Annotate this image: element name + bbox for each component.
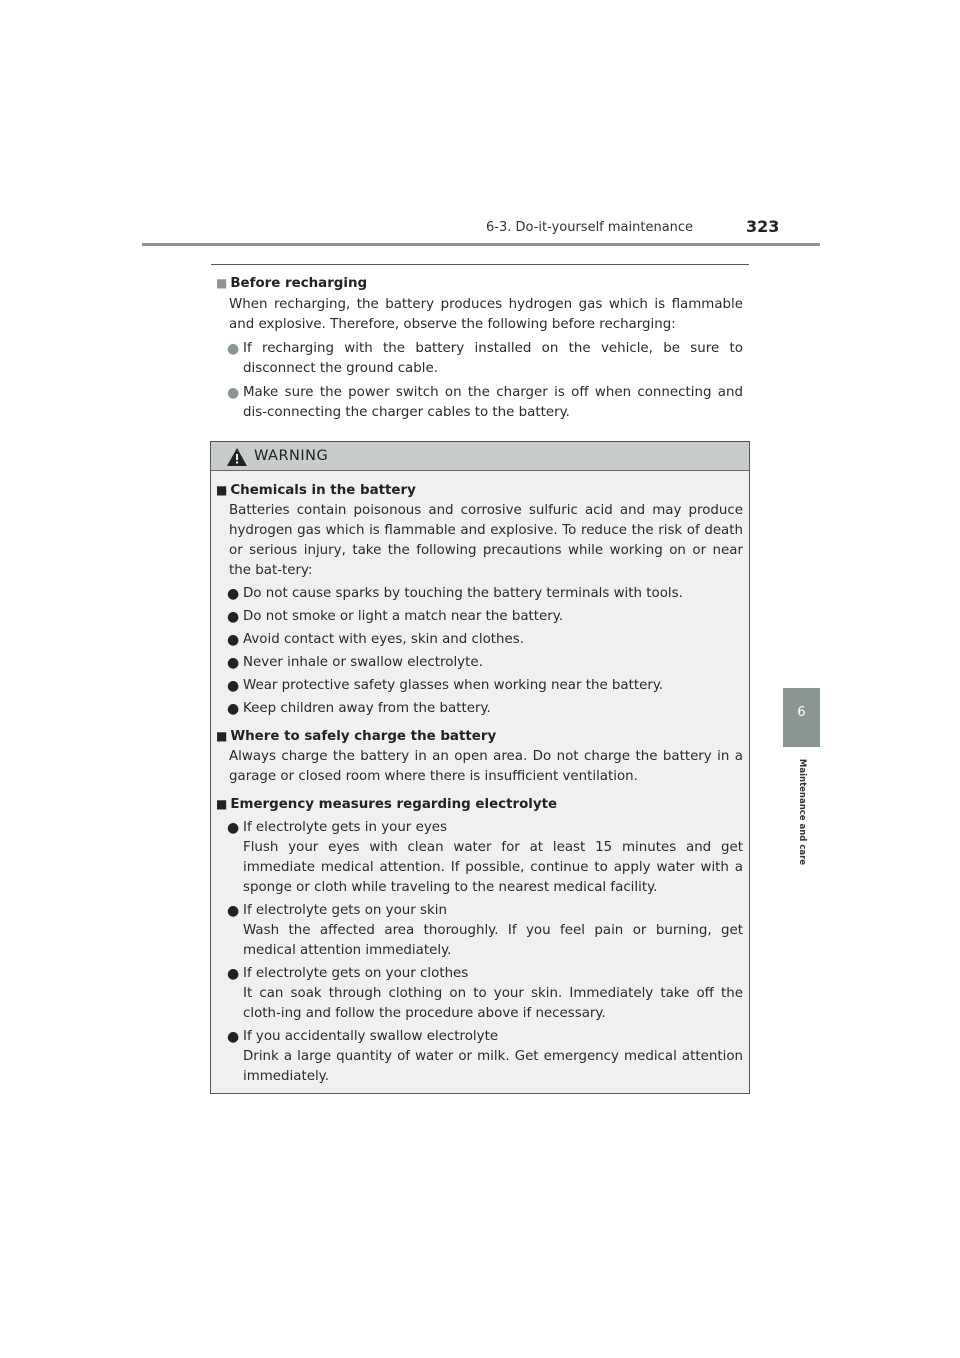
warning-triangle-icon	[226, 447, 248, 467]
where-to-charge-text: Always charge the battery in an open area. Do not charge the battery in a garage or closed room where there is insufficient ventilation.	[229, 749, 743, 784]
list-item: ● Do not smoke or light a match near the battery.	[227, 609, 564, 625]
circle-bullet-icon: ●	[227, 340, 240, 357]
chapter-label: Maintenance and care	[797, 758, 807, 866]
page-number: 323	[746, 217, 780, 236]
warning-title: WARNING	[254, 448, 329, 464]
square-bullet-icon: ■	[216, 797, 228, 811]
circle-bullet-icon: ●	[227, 701, 240, 717]
list-item: ● Keep children away from the battery.	[227, 701, 491, 717]
emergency-item-title: ● If you accidentally swallow electrolyte	[227, 1029, 499, 1045]
chemicals-intro: Batteries contain poisonous and corrosive sulfuric acid and may produce hydrogen gas which is flammable and explosive. To reduce the risk of death or serious injury, take the following precautions while working on or near the bat-tery:	[229, 503, 743, 578]
warning-header	[211, 442, 749, 471]
square-bullet-icon: ■	[216, 729, 228, 743]
before-recharging-heading: ■ Before recharging	[216, 276, 368, 291]
emergency-item-text: Flush your eyes with clean water for at least 15 minutes and get immediate medical attention. If possible, continue to apply water with a sponge or cloth while traveling to the nearest medical facility.	[243, 840, 743, 895]
chapter-number: 6	[797, 705, 806, 720]
emergency-item-title: ● If electrolyte gets on your skin	[227, 903, 447, 919]
emergency-item-text: Drink a large quantity of water or milk. Get emergency medical attention immediately.	[243, 1049, 743, 1084]
emergency-heading: ■ Emergency measures regarding electrolyte	[216, 797, 558, 812]
before-recharging-section	[216, 273, 743, 424]
circle-bullet-icon: ●	[227, 820, 240, 836]
square-bullet-icon: ■	[216, 483, 228, 497]
circle-bullet-icon: ●	[227, 966, 240, 982]
list-item: ● Wear protective safety glasses when working near the battery.	[227, 678, 664, 694]
circle-bullet-icon: ●	[227, 655, 240, 671]
square-bullet-icon: ■	[216, 276, 228, 290]
where-to-charge-heading: ■ Where to safely charge the battery	[216, 729, 497, 744]
warning-body	[216, 480, 743, 1087]
emergency-item-title: ● If electrolyte gets on your clothes	[227, 966, 469, 982]
list-item: ● Do not cause sparks by touching the battery terminals with tools.	[227, 586, 683, 602]
header-rule	[142, 243, 820, 246]
circle-bullet-icon: ●	[227, 632, 240, 648]
circle-bullet-icon: ●	[227, 384, 240, 401]
list-item: ● If recharging with the battery installed on the vehicle, be sure to disconnect the ground cable.	[227, 340, 743, 376]
list-item: ● Make sure the power switch on the charger is off when connecting and dis-connecting the charger cables to the battery.	[227, 384, 743, 420]
chemicals-heading: ■ Chemicals in the battery	[216, 483, 416, 498]
chapter-tab	[783, 688, 820, 747]
circle-bullet-icon: ●	[227, 1029, 240, 1045]
list-item: ● Never inhale or swallow electrolyte.	[227, 655, 483, 671]
emergency-item-text: It can soak through clothing on to your skin. Immediately take off the cloth-ing and follow the procedure above if necessary.	[243, 986, 743, 1021]
list-item: ● Avoid contact with eyes, skin and clothes.	[227, 632, 525, 648]
circle-bullet-icon: ●	[227, 903, 240, 919]
emergency-item-title: ● If electrolyte gets in your eyes	[227, 820, 447, 836]
warning-box	[210, 441, 750, 1094]
before-recharging-intro: When recharging, the battery produces hydrogen gas which is flammable and explosive. Therefore, observe the following before recharging:	[229, 296, 743, 332]
emergency-item-text: Wash the affected area thoroughly. If you feel pain or burning, get medical attention immediately.	[243, 923, 743, 958]
circle-bullet-icon: ●	[227, 678, 240, 694]
circle-bullet-icon: ●	[227, 609, 240, 625]
section-title: 6-3. Do-it-yourself maintenance	[486, 220, 694, 235]
section-divider	[211, 264, 749, 265]
circle-bullet-icon: ●	[227, 586, 240, 602]
